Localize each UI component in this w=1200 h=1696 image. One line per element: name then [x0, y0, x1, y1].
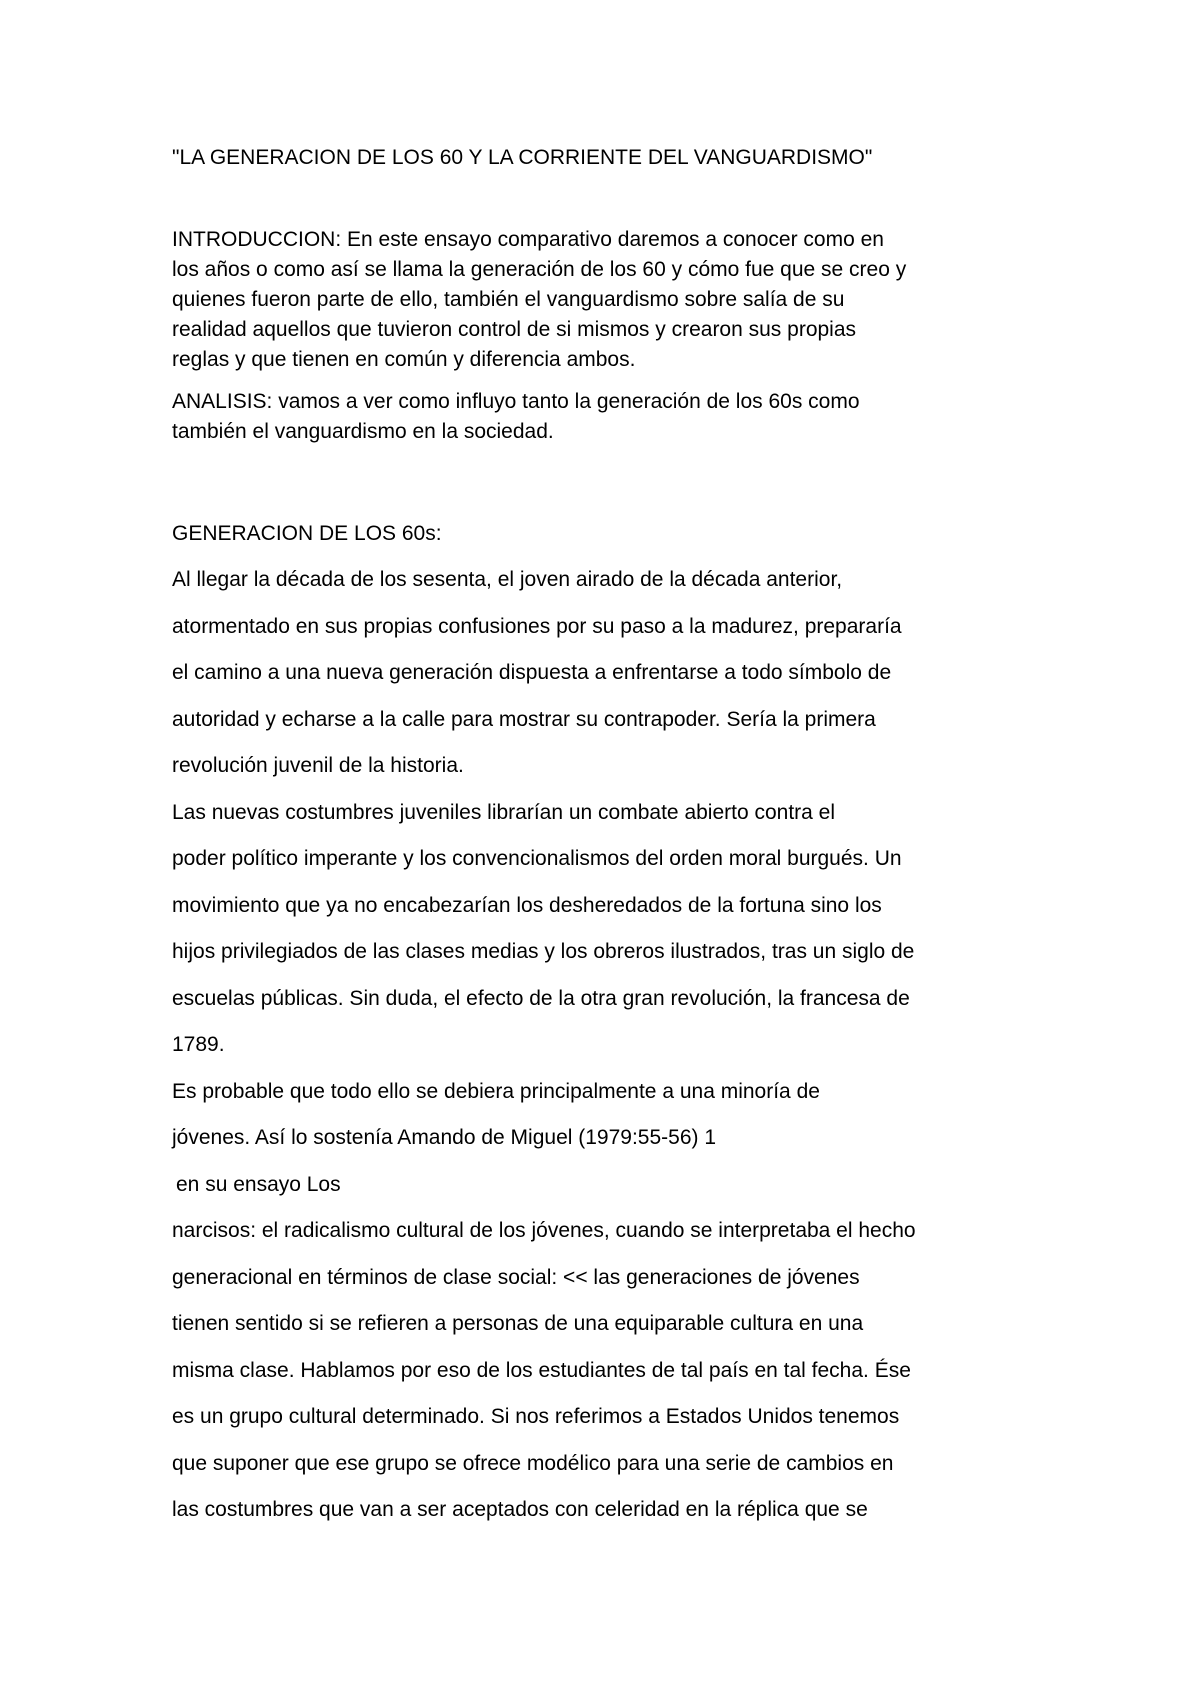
intro-line: reglas y que tienen en común y diferencia ambos.: [172, 348, 636, 371]
body-line: atormentado en sus propias confusiones por su paso a la madurez, prepararía: [172, 614, 902, 638]
intro-line: INTRODUCCION: En este ensayo comparativo daremos a conocer como en: [172, 228, 884, 251]
section-heading: GENERACION DE LOS 60s:: [172, 522, 442, 545]
analysis-paragraph: [172, 387, 1052, 447]
body-line: poder político imperante y los convencionalismos del orden moral burgués. Un: [172, 847, 902, 870]
body-line: tienen sentido si se refieren a personas de una equiparable cultura en una: [172, 1312, 864, 1335]
body-line: hijos privilegiados de las clases medias y los obreros ilustrados, tras un siglo de: [172, 940, 915, 963]
body-line: Al llegar la década de los sesenta, el joven airado de la década anterior,: [172, 568, 843, 591]
intro-line: realidad aquellos que tuvieron control de si mismos y crearon sus propias: [172, 318, 857, 341]
body-line: en su ensayo Los: [176, 1172, 341, 1196]
document-title: "LA GENERACION DE LOS 60 Y LA CORRIENTE DEL VANGUARDISMO": [172, 146, 873, 169]
body-line: misma clase. Hablamos por eso de los estudiantes de tal país en tal fecha. Ése: [172, 1358, 911, 1382]
introduction-paragraph: [172, 225, 1052, 375]
body-line: es un grupo cultural determinado. Si nos referimos a Estados Unidos tenemos: [172, 1405, 900, 1428]
document-content: [172, 140, 1052, 1534]
body-line: narcisos: el radicalismo cultural de los jóvenes, cuando se interpretaba el hecho: [172, 1219, 916, 1242]
analysis-line: ANALISIS: vamos a ver como influyo tanto la generación de los 60s como: [172, 390, 860, 413]
section-body: [172, 557, 1052, 1534]
body-line: Es probable que todo ello se debiera principalmente a una minoría de: [172, 1079, 820, 1103]
body-line: jóvenes. Así lo sostenía Amando de Miguel (1979:55-56) 1: [172, 1126, 717, 1149]
body-line: las costumbres que van a ser aceptados con celeridad en la réplica que se: [172, 1498, 868, 1521]
body-line: generacional en términos de clase social: << las generaciones de jóvenes: [172, 1265, 860, 1289]
body-line: autoridad y echarse a la calle para mostrar su contrapoder. Sería la primera: [172, 707, 876, 731]
body-line: movimiento que ya no encabezarían los desheredados de la fortuna sino los: [172, 893, 882, 917]
body-line: que suponer que ese grupo se ofrece modélico para una serie de cambios en: [172, 1451, 894, 1475]
body-line: Las nuevas costumbres juveniles librarían un combate abierto contra el: [172, 800, 836, 824]
intro-line: quienes fueron parte de ello, también el vanguardismo sobre salía de su: [172, 288, 845, 311]
analysis-line: también el vanguardismo en la sociedad.: [172, 420, 554, 443]
body-line: escuelas públicas. Sin duda, el efecto de la otra gran revolución, la francesa de: [172, 986, 910, 1010]
body-line: el camino a una nueva generación dispuesta a enfrentarse a todo símbolo de: [172, 661, 892, 684]
body-line: 1789.: [172, 1033, 225, 1056]
intro-line: los años o como así se llama la generación de los 60 y cómo fue que se creo y: [172, 258, 907, 281]
body-line: revolución juvenil de la historia.: [172, 754, 464, 777]
